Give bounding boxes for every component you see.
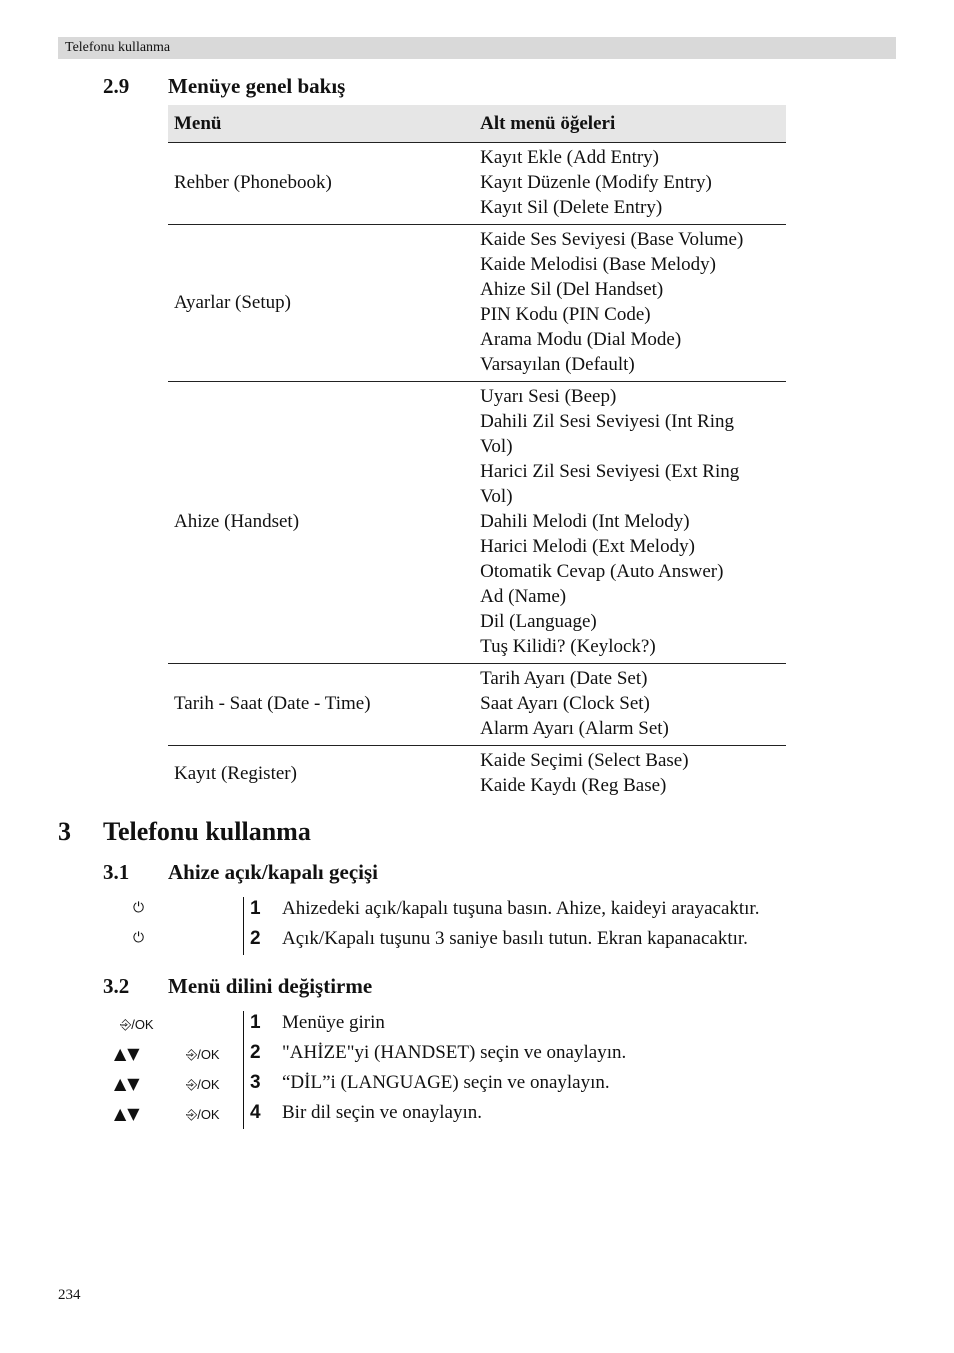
submenu-item: Dahili Melodi (Int Melody): [480, 511, 690, 532]
step-row: [100, 925, 860, 955]
menu-cell: Kayıt (Register): [174, 762, 297, 784]
step-number: 3: [250, 1072, 261, 1093]
table-row: [168, 664, 786, 746]
step-icons: [100, 1009, 242, 1039]
step-row: [100, 1069, 860, 1099]
step-text: "AHİZE"yi (HANDSET) seçin ve onaylayın.: [282, 1042, 627, 1063]
step-text: Açık/Kapalı tuşunu 3 saniye basılı tutun. Ekran kapanacaktır.: [282, 928, 748, 949]
submenu-item: Dahili Zil Sesi Seviyesi (Int Ring Vol): [480, 411, 734, 457]
running-header: [58, 37, 896, 59]
step-icons: [100, 925, 242, 955]
up-down-arrows-icon: ▲▼: [114, 1104, 141, 1123]
submenu-item: Kayıt Sil (Delete Entry): [480, 197, 663, 218]
submenu-item: Harici Zil Sesi Seviyesi (Ext Ring Vol): [480, 461, 740, 507]
submenu-item: Arama Modu (Dial Mode): [480, 329, 682, 350]
submenu-item: Tarih Ayarı (Date Set): [480, 668, 648, 689]
submenu-item: Dil (Language): [480, 611, 597, 632]
step-row: [100, 895, 860, 925]
running-title: Telefonu kullanma: [65, 40, 171, 55]
menu-cell: Ahize (Handset): [168, 382, 474, 664]
submenu-item: Harici Melodi (Ext Melody): [480, 536, 695, 557]
section-number: 3.2: [103, 974, 130, 998]
section-title: Menüye genel bakış: [168, 74, 346, 98]
submenu-item: Kaide Melodisi (Base Melody): [480, 254, 717, 275]
step-row: [100, 1039, 860, 1069]
up-down-arrows-icon: ▲▼: [114, 1074, 141, 1093]
menu-cell: Tarih - Saat (Date - Time): [168, 664, 474, 746]
step-icons: [100, 1039, 242, 1069]
submenu-item: Kayıt Düzenle (Modify Entry): [480, 172, 712, 193]
submenu-item: Varsayılan (Default): [480, 354, 635, 375]
step-text: Ahizedeki açık/kapalı tuşuna basın. Ahize, kaideyi arayacaktır.: [282, 898, 760, 919]
menu-cell: Ayarlar (Setup): [168, 225, 474, 382]
page-number: 234: [58, 1287, 81, 1303]
step-text: Menüye girin: [282, 1012, 385, 1033]
col-header-menu: Menü: [168, 105, 474, 143]
submenu-item: Kaide Ses Seviyesi (Base Volume): [480, 229, 744, 250]
table-header-row: [168, 105, 786, 143]
section-title: Ahize açık/kapalı geçişi: [168, 860, 378, 884]
submenu-item: Kaide Kaydı (Reg Base): [480, 775, 667, 796]
step-text: “DİL”i (LANGUAGE) seçin ve onaylayın.: [282, 1072, 610, 1093]
step-number: 1: [250, 898, 261, 919]
submenu-item: Ad (Name): [480, 586, 567, 607]
submenu-item: Ahize Sil (Del Handset): [480, 279, 664, 300]
step-number: 4: [250, 1102, 261, 1123]
power-icon: ⏻: [133, 900, 145, 916]
submenu-cell: [474, 746, 786, 803]
submenu-item: Kayıt Ekle (Add Entry): [480, 147, 660, 168]
submenu-cell: [474, 225, 786, 382]
step-row: [100, 1099, 860, 1129]
submenu-item: Otomatik Cevap (Auto Answer): [480, 561, 724, 582]
step-icons: [100, 895, 242, 925]
section-3-1-steps: [100, 895, 860, 955]
step-text: Bir dil seçin ve onaylayın.: [282, 1102, 482, 1123]
menu-ok-key-icon: ⎆/OK: [120, 1017, 154, 1033]
section-3-2-steps: [100, 1009, 860, 1129]
menu-cell: Rehber (Phonebook): [168, 143, 474, 225]
chapter-title: Telefonu kullanma: [103, 817, 311, 846]
step-icons: [100, 1099, 242, 1129]
section-number: 3.1: [103, 860, 130, 884]
col-header-submenu: Alt menü öğeleri: [474, 105, 786, 143]
menu-overview-table: [168, 105, 786, 802]
table-row: [168, 143, 786, 225]
submenu-item: Kaide Seçimi (Select Base): [480, 750, 689, 771]
submenu-item: Alarm Ayarı (Alarm Set): [480, 718, 669, 739]
step-icons: [100, 1069, 242, 1099]
chapter-number: 3: [58, 817, 71, 846]
submenu-cell: [474, 143, 786, 225]
menu-ok-key-icon: ⎆/OK: [186, 1107, 220, 1123]
step-row: [100, 1009, 860, 1039]
submenu-cell: [474, 664, 786, 746]
step-number: 1: [250, 1012, 261, 1033]
table-row: [168, 382, 786, 664]
up-down-arrows-icon: ▲▼: [114, 1044, 141, 1063]
table-row: [168, 746, 786, 803]
step-number: 2: [250, 1042, 261, 1063]
section-number: 2.9: [103, 74, 130, 98]
step-number: 2: [250, 928, 261, 949]
menu-ok-key-icon: ⎆/OK: [186, 1077, 220, 1093]
menu-ok-key-icon: ⎆/OK: [186, 1047, 220, 1063]
section-title: Menü dilini değiştirme: [168, 974, 373, 998]
submenu-item: Tuş Kilidi? (Keylock?): [480, 636, 656, 657]
submenu-cell: [474, 382, 786, 664]
power-icon: ⏻: [133, 930, 145, 946]
submenu-item: Saat Ayarı (Clock Set): [480, 693, 650, 714]
submenu-item: PIN Kodu (PIN Code): [480, 304, 651, 325]
submenu-item: Uyarı Sesi (Beep): [480, 386, 617, 407]
table-row: [168, 225, 786, 382]
